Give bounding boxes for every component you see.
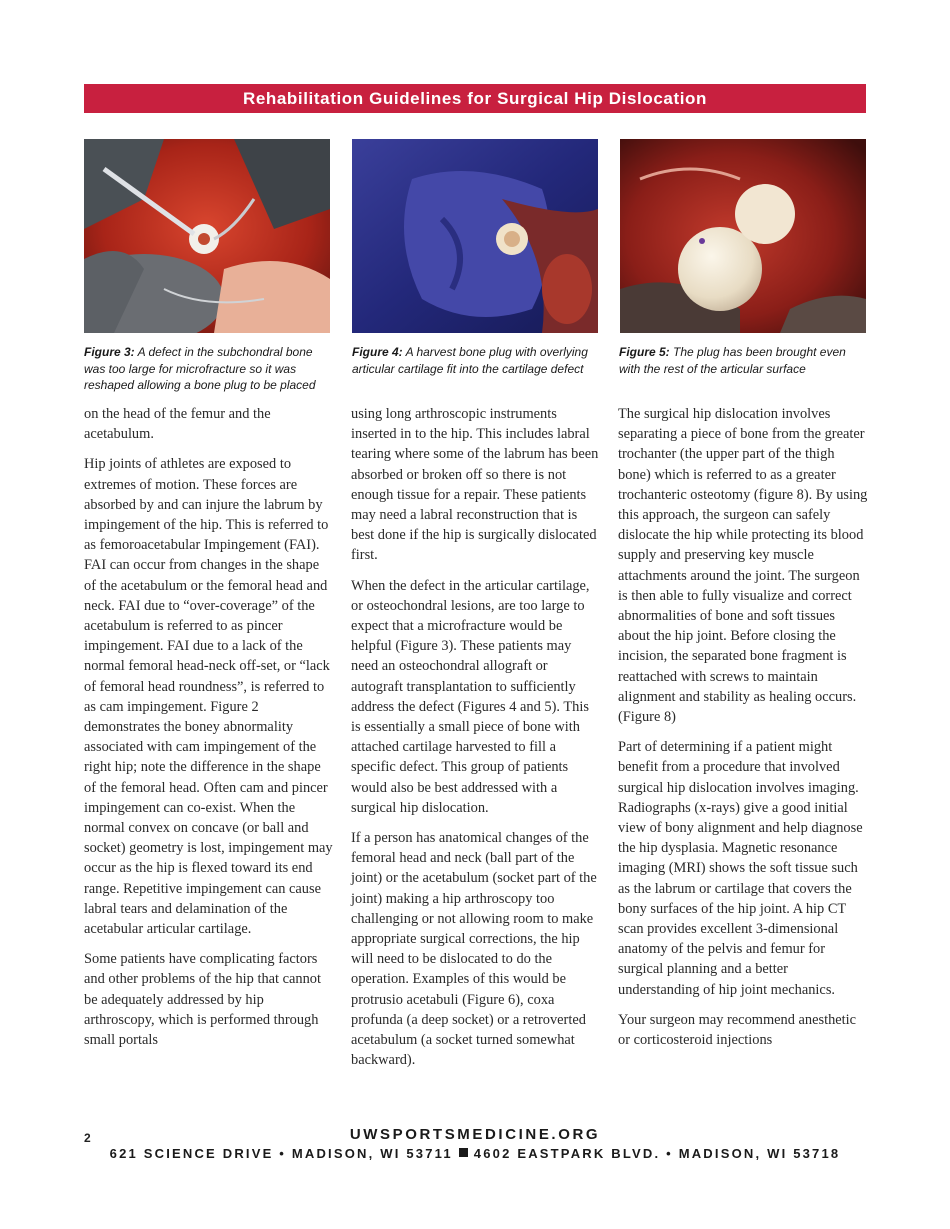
paragraph: When the defect in the articular cartilage, or osteochondral lesions, are too large to expect that a microfracture would be helpful (Figure 3). These patients may need an osteochondral allograft or autograft transplantation to sufficiently address the defect (Figures 4 and 5). This is essentially a small piece of bone with attached cartilage harvested to fill a specific defect. This group of patients would also be best addressed with a surgical hip dislocation.	[351, 577, 590, 816]
paragraph: Part of determining if a patient might benefit from a procedure that involved surgical hip dislocation involves imaging. Radiographs (x-rays) give a good initial view of bony alignment and help diagnose the hip dysplasia. Magnetic resonance imaging (MRI) shows the soft tissue such as the labrum or cartilage that covers the bony surfaces of the hip joint. A hip CT scan provides excellent 3-dimensional anatomy of the pelvis and femur for surgical planning and a better understanding of hip joint mechanics.	[618, 739, 863, 998]
page-title: Rehabilitation Guidelines for Surgical Hip Dislocation	[84, 84, 866, 113]
photo-illustration	[352, 139, 598, 333]
surgical-photo-subchondral-defect	[84, 139, 330, 333]
photo-illustration	[84, 139, 330, 333]
paragraph: If a person has anatomical changes of the femoral head and neck (ball part of the joint) or the acetabulum (socket part of the joint) making a hip arthroscopy too challenging or not allowing room to make appropriate surgical corrections, the hip will need to be dislocated to do the operation. Examples of this would be protrusio acetabuli (Figure 6), coxa profunda (a deep socket) or a retroverted acetabulum (a socket turned somewhat backward).	[351, 830, 597, 1069]
square-separator-icon	[459, 1148, 468, 1157]
figure-caption-text: The plug has been brought even with the rest of the articular surface	[619, 345, 846, 376]
paragraph: Hip joints of athletes are exposed to extremes of motion. These forces are absorbed by and can injure the labrum by impingement of the hip. This is referred to as femoroacetabular Impingement (FAI). FAI can occur from changes in the shape of the acetabulum or the femoral head and neck. FAI due to “over-coverage” of the acetabulum is referred to as pincer impingement. FAI due to a lack of the normal femoral head-neck off-set, or “lack of femoral head roundness”, is referred to as cam impingement. Figure 2 demonstrates the boney abnormality associated with cam impingement of the right hip; note the difference in the shape of the femoral head. Often cam and pincer impingement can co-exist. When the normal convex on concave (or ball and socket) geometry is lost, impingement may occur as the hip is flexed toward its end range. Repetitive impingement can cause labral tears and delamination of the acetabular articular cartilage.	[84, 456, 333, 938]
page-number: 2	[84, 1131, 91, 1145]
figure-label: Figure 4:	[352, 345, 403, 359]
surgical-photo-plug-flush	[620, 139, 866, 333]
figure-label: Figure 5:	[619, 345, 670, 359]
paragraph: using long arthroscopic instruments inserted in to the hip. This includes labral tearing where some of the labrum has been absorbed or broken off so there is not enough tissue for a repair. These patients may need a labral reconstruction that is best done if the hip is surgically dislocated first.	[351, 406, 599, 564]
figure-label: Figure 3:	[84, 345, 135, 359]
figure-caption	[619, 344, 869, 377]
paragraph: Your surgeon may recommend anesthetic or corticosteroid injections	[618, 1011, 857, 1049]
paragraph: Some patients have complicating factors and other problems of the hip that cannot be adequately addressed by hip arthroscopy, which is performed through small portals	[84, 951, 321, 1049]
text-column-left	[84, 404, 334, 1060]
figure-caption-text: A defect in the subchondral bone was too large for microfracture so it was reshaped allowing a bone plug to be placed	[84, 345, 316, 392]
paragraph: on the head of the femur and the acetabulum.	[84, 406, 271, 443]
address-eastpark-blvd: 4602 EASTPARK BLVD. • MADISON, WI 53718	[473, 1146, 841, 1161]
surgical-photo-harvest-plug	[352, 139, 598, 333]
paragraph: The surgical hip dislocation involves separating a piece of bone from the greater trochanter (the upper part of the thigh bone) which is referred to as a greater trochanteric osteotomy (figure 8). By using this approach, the surgeon can safely dislocate the hip while protecting its blood supply and preserving key muscle attachments around the joint. The surgeon is then able to fully visualize and correct abnormalities of bone and soft tissues about the hip joint. Before closing the incision, the separated bone fragment is reattached with screws to maintain alignment and stability as healing occurs. (Figure 8)	[618, 406, 868, 726]
photo-illustration	[620, 139, 866, 333]
text-column-right	[618, 404, 868, 1060]
footer-addresses	[0, 1146, 950, 1161]
address-science-drive: 621 SCIENCE DRIVE • MADISON, WI 53711	[109, 1146, 453, 1161]
figure-caption-text: A harvest bone plug with overlying articular cartilage fit into the cartilage defect	[352, 345, 588, 376]
figure-caption	[352, 344, 602, 377]
figure-caption	[84, 344, 334, 394]
text-column-middle	[351, 404, 601, 1081]
website-link[interactable]: UWSPORTSMEDICINE.ORG	[349, 1126, 601, 1143]
